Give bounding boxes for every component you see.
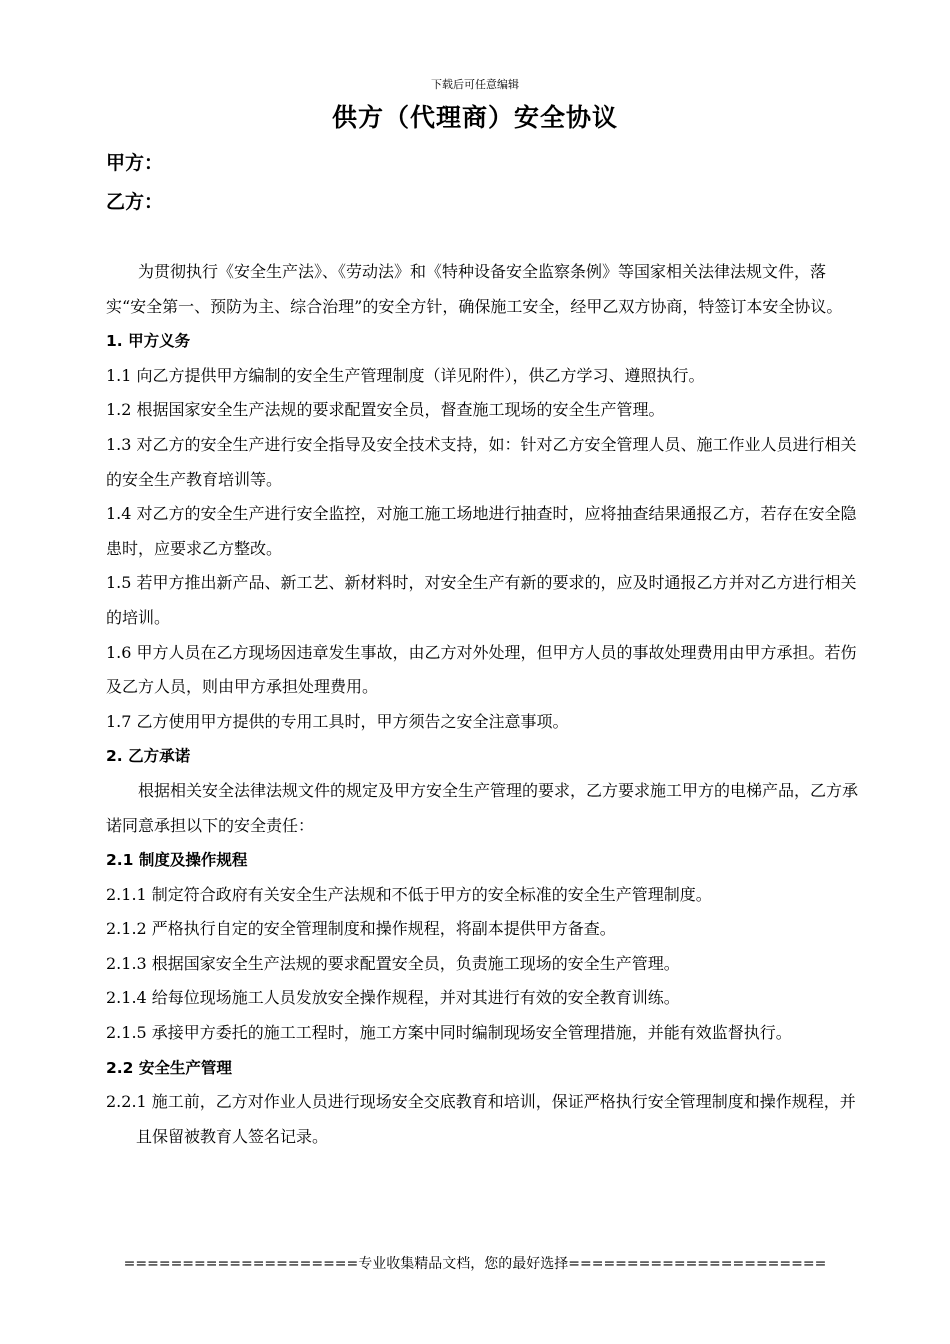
section-1-item: 1.4 对乙方的安全生产进行安全监控，对施工施工场地进行抽查时，应将抽查结果通报乙方，若存在安全隐患时，应要求乙方整改。 <box>106 504 857 558</box>
section-1-item: 1.2 根据国家安全生产法规的要求配置安全员，督查施工现场的安全生产管理。 <box>106 400 665 420</box>
section-1-heading: 1. 甲方义务 <box>106 332 191 351</box>
section-2-1-item: 2.1.1 制定符合政府有关安全生产法规和不低于甲方的安全标准的安全生产管理制度。 <box>106 884 712 904</box>
section-2-1-item: 2.1.2 严格执行自定的安全管理制度和操作规程，将副本提供甲方备查。 <box>106 919 616 939</box>
intro-paragraph: 为贯彻执行《安全生产法》、《劳动法》和《特种设备安全监察条例》等国家相关法律法规文件，落实“安全第一、预防为主、综合治理”的安全方针，确保施工安全，经甲乙双方协商，特签订本安全协议。 <box>106 262 843 316</box>
section-1-item: 1.6 甲方人员在乙方现场因违章发生事故，由乙方对外处理，但甲方人员的事故处理费用由甲方承担。若伤及乙方人员，则由甲方承担处理费用。 <box>106 642 857 697</box>
section-1-item: 1.3 对乙方的安全生产进行安全指导及安全技术支持，如：针对乙方安全管理人员、施工作业人员进行相关的安全生产教育培训等。 <box>106 434 857 489</box>
section-2-intro: 根据相关安全法律法规文件的规定及甲方安全生产管理的要求，乙方要求施工甲方的电梯产品，乙方承诺同意承担以下的安全责任： <box>106 780 859 835</box>
party-a-label: 甲方： <box>106 152 164 174</box>
section-2-heading: 2. 乙方承诺 <box>106 747 191 766</box>
document-title: 供方（代理商）安全协议 <box>331 103 618 132</box>
party-b-label: 乙方： <box>106 191 164 213</box>
section-2-1-item: 2.1.5 承接甲方委托的施工工程时，施工方案中同时编制现场安全管理措施，并能有效监督执行。 <box>106 1023 792 1043</box>
section-2-2-heading: 2.2 安全生产管理 <box>106 1058 232 1077</box>
header-note: 下载后可任意编辑 <box>431 78 519 91</box>
section-2-1-item: 2.1.3 根据国家安全生产法规的要求配置安全员，负责施工现场的安全生产管理。 <box>106 953 680 973</box>
footer-banner: ====================专业收集精品文档，您的最好选择====================== <box>123 1256 827 1272</box>
section-1-item: 1.5 若甲方推出新产品、新工艺、新材料时，对安全生产有新的要求的，应及时通报乙方并对乙方进行相关的培训。 <box>106 573 857 627</box>
section-2-2-item: 2.2.1 施工前，乙方对作业人员进行现场安全交底教育和培训，保证严格执行安全管理制度和操作规程，并且保留被教育人签名记录。 <box>106 1092 856 1146</box>
section-2-1-item: 2.1.4 给每位现场施工人员发放安全操作规程，并对其进行有效的安全教育训练。 <box>106 988 680 1008</box>
document-body <box>106 255 860 1154</box>
section-2-1-heading: 2.1 制度及操作规程 <box>106 851 248 870</box>
section-1-item: 1.1 向乙方提供甲方编制的安全生产管理制度（详见附件），供乙方学习、遵照执行。 <box>106 365 705 385</box>
section-1-item: 1.7 乙方使用甲方提供的专用工具时，甲方须告之安全注意事项。 <box>106 711 569 731</box>
